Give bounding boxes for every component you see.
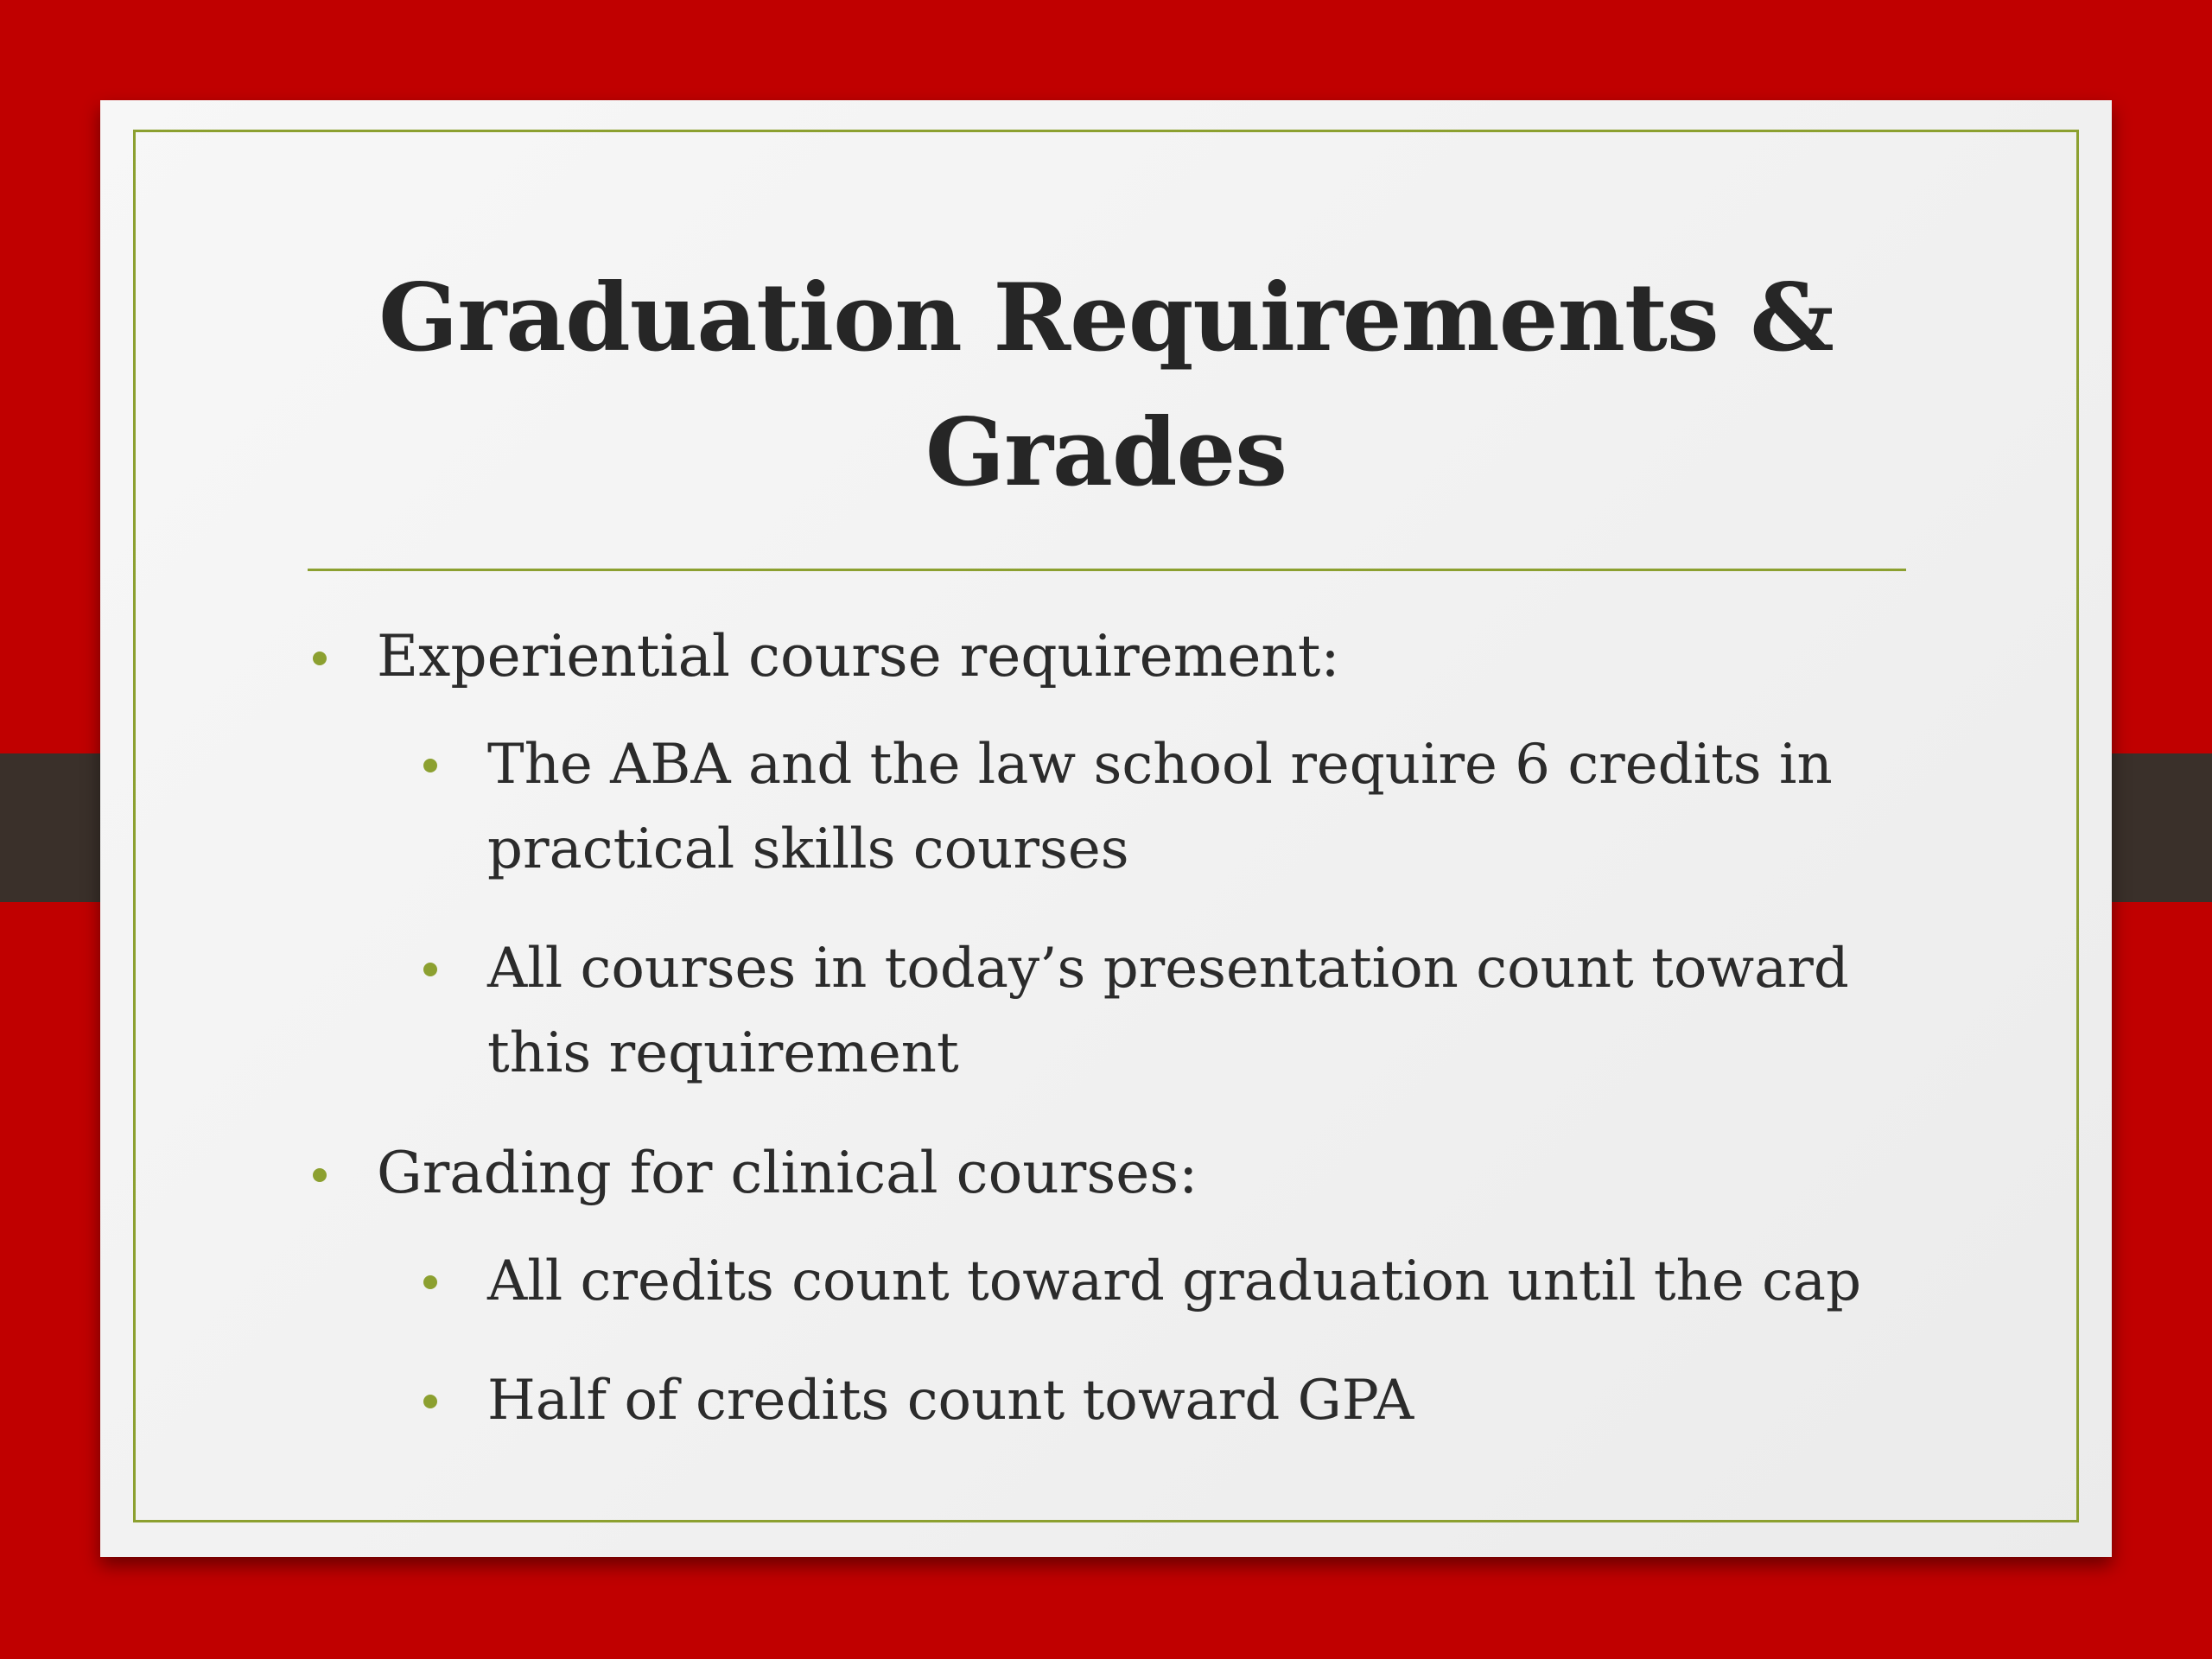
bullet-dot-icon [313, 1168, 327, 1182]
sub-list-item [308, 1358, 1906, 1443]
slide-title-line2: Grades [925, 398, 1287, 507]
slide-content [308, 613, 1906, 1478]
sub-bullet-text: The ABA and the law school require 6 credits in practical skills courses [487, 733, 1833, 881]
slide-title [259, 251, 1953, 520]
sub-bullet-list [308, 722, 1906, 1096]
bullet-dot-icon [313, 652, 327, 665]
bullet-dot-icon [423, 1275, 437, 1289]
bullet-text: Grading for clinical courses: [377, 1140, 1198, 1206]
sub-bullet-text: All courses in today’s presentation count toward this requirement [487, 937, 1849, 1085]
slide-title-line1: Graduation Requirements & [378, 264, 1834, 372]
bullet-dot-icon [423, 963, 437, 976]
sub-bullet-text: Half of credits count toward GPA [487, 1369, 1414, 1433]
bullet-text: Experiential course requirement: [377, 623, 1340, 690]
sub-bullet-list [308, 1239, 1906, 1443]
bullet-list [308, 613, 1906, 1443]
bullet-dot-icon [423, 1395, 437, 1408]
list-item [308, 1130, 1906, 1443]
sub-bullet-text: All credits count toward graduation until the cap [487, 1249, 1862, 1313]
title-divider [308, 569, 1906, 571]
bullet-dot-icon [423, 759, 437, 772]
sub-list-item [308, 926, 1906, 1096]
sub-list-item [308, 1239, 1906, 1324]
list-item [308, 613, 1906, 1096]
sub-list-item [308, 722, 1906, 892]
